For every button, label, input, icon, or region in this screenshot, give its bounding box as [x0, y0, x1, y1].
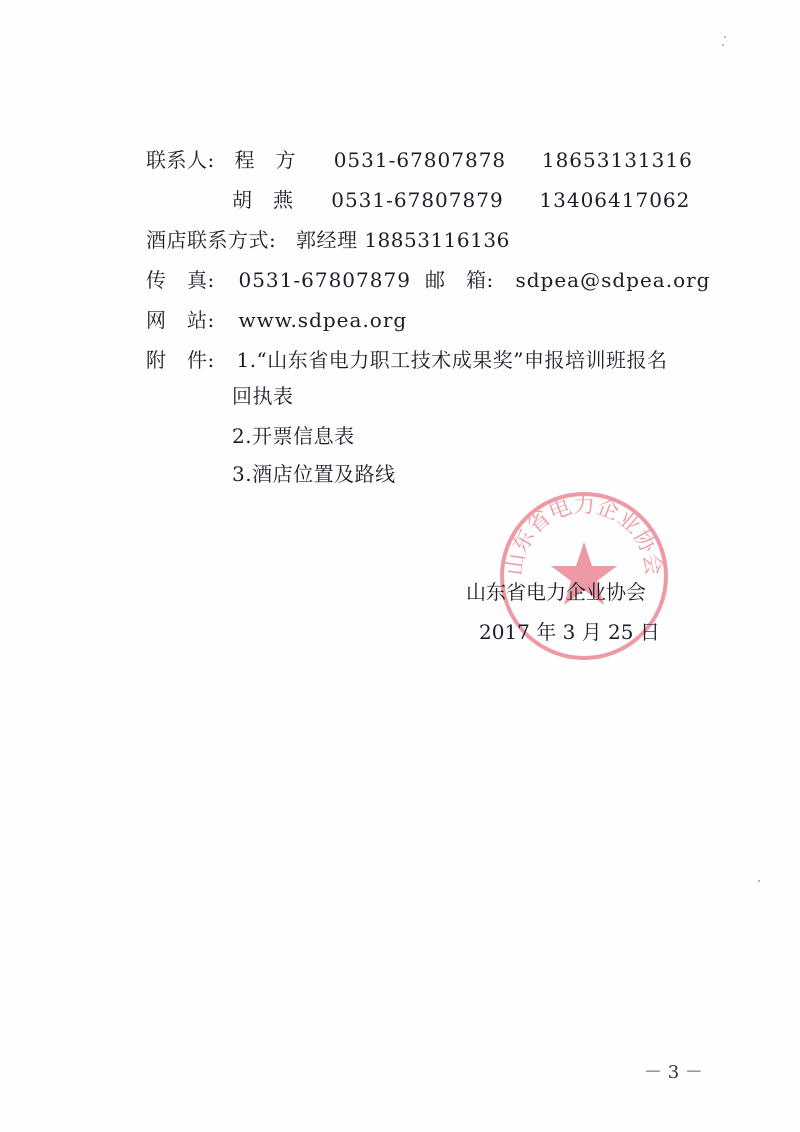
- signature-date: 2017 年 3 月 25 日: [479, 620, 660, 644]
- fax-number: 0531-67807879: [238, 268, 411, 292]
- email-address: sdpea@sdpea.org: [515, 268, 711, 292]
- email-row: [425, 268, 711, 292]
- signature-organization: 山东省电力企业协会: [466, 580, 646, 604]
- attachment-item-2: 2.开票信息表: [232, 424, 355, 448]
- contact-row-1: [146, 148, 693, 172]
- page-number: － 3 －: [644, 1062, 703, 1083]
- contacts-label: 联系人:: [146, 148, 215, 172]
- contact-row-2: [232, 188, 690, 212]
- contact-mobile-1: 18653131316: [541, 148, 693, 172]
- scan-speck: [722, 44, 724, 46]
- website-label: 网 站:: [146, 308, 215, 332]
- hotel-label: 酒店联系方式:: [146, 228, 277, 252]
- attachments-label: 附 件:: [146, 348, 215, 372]
- fax-row: [146, 268, 411, 292]
- fax-label: 传 真:: [146, 268, 215, 292]
- attachment-item-1-cont: 回执表: [232, 384, 294, 408]
- contact-mobile-2: 13406417062: [539, 188, 691, 212]
- website-url: www.sdpea.org: [238, 308, 408, 332]
- attachments-row: [146, 348, 668, 372]
- email-label: 邮 箱:: [425, 268, 494, 292]
- scan-speck: [724, 36, 726, 38]
- website-row: [146, 308, 407, 332]
- attachment-item-1: 1.“山东省电力职工技术成果奖”申报培训班报名: [236, 348, 668, 372]
- attachment-item-3: 3.酒店位置及路线: [232, 462, 396, 486]
- seal-text: 山东省电力企业协会: [502, 493, 666, 578]
- contact-name-1: 程 方: [234, 148, 296, 172]
- contact-name-2: 胡 燕: [232, 188, 294, 212]
- contact-phone-1: 0531-67807878: [333, 148, 507, 172]
- hotel-row: [146, 228, 510, 252]
- contact-phone-2: 0531-67807879: [331, 188, 504, 212]
- scan-speck: [758, 880, 760, 882]
- hotel-contact: 郭经理 18853116136: [295, 228, 510, 252]
